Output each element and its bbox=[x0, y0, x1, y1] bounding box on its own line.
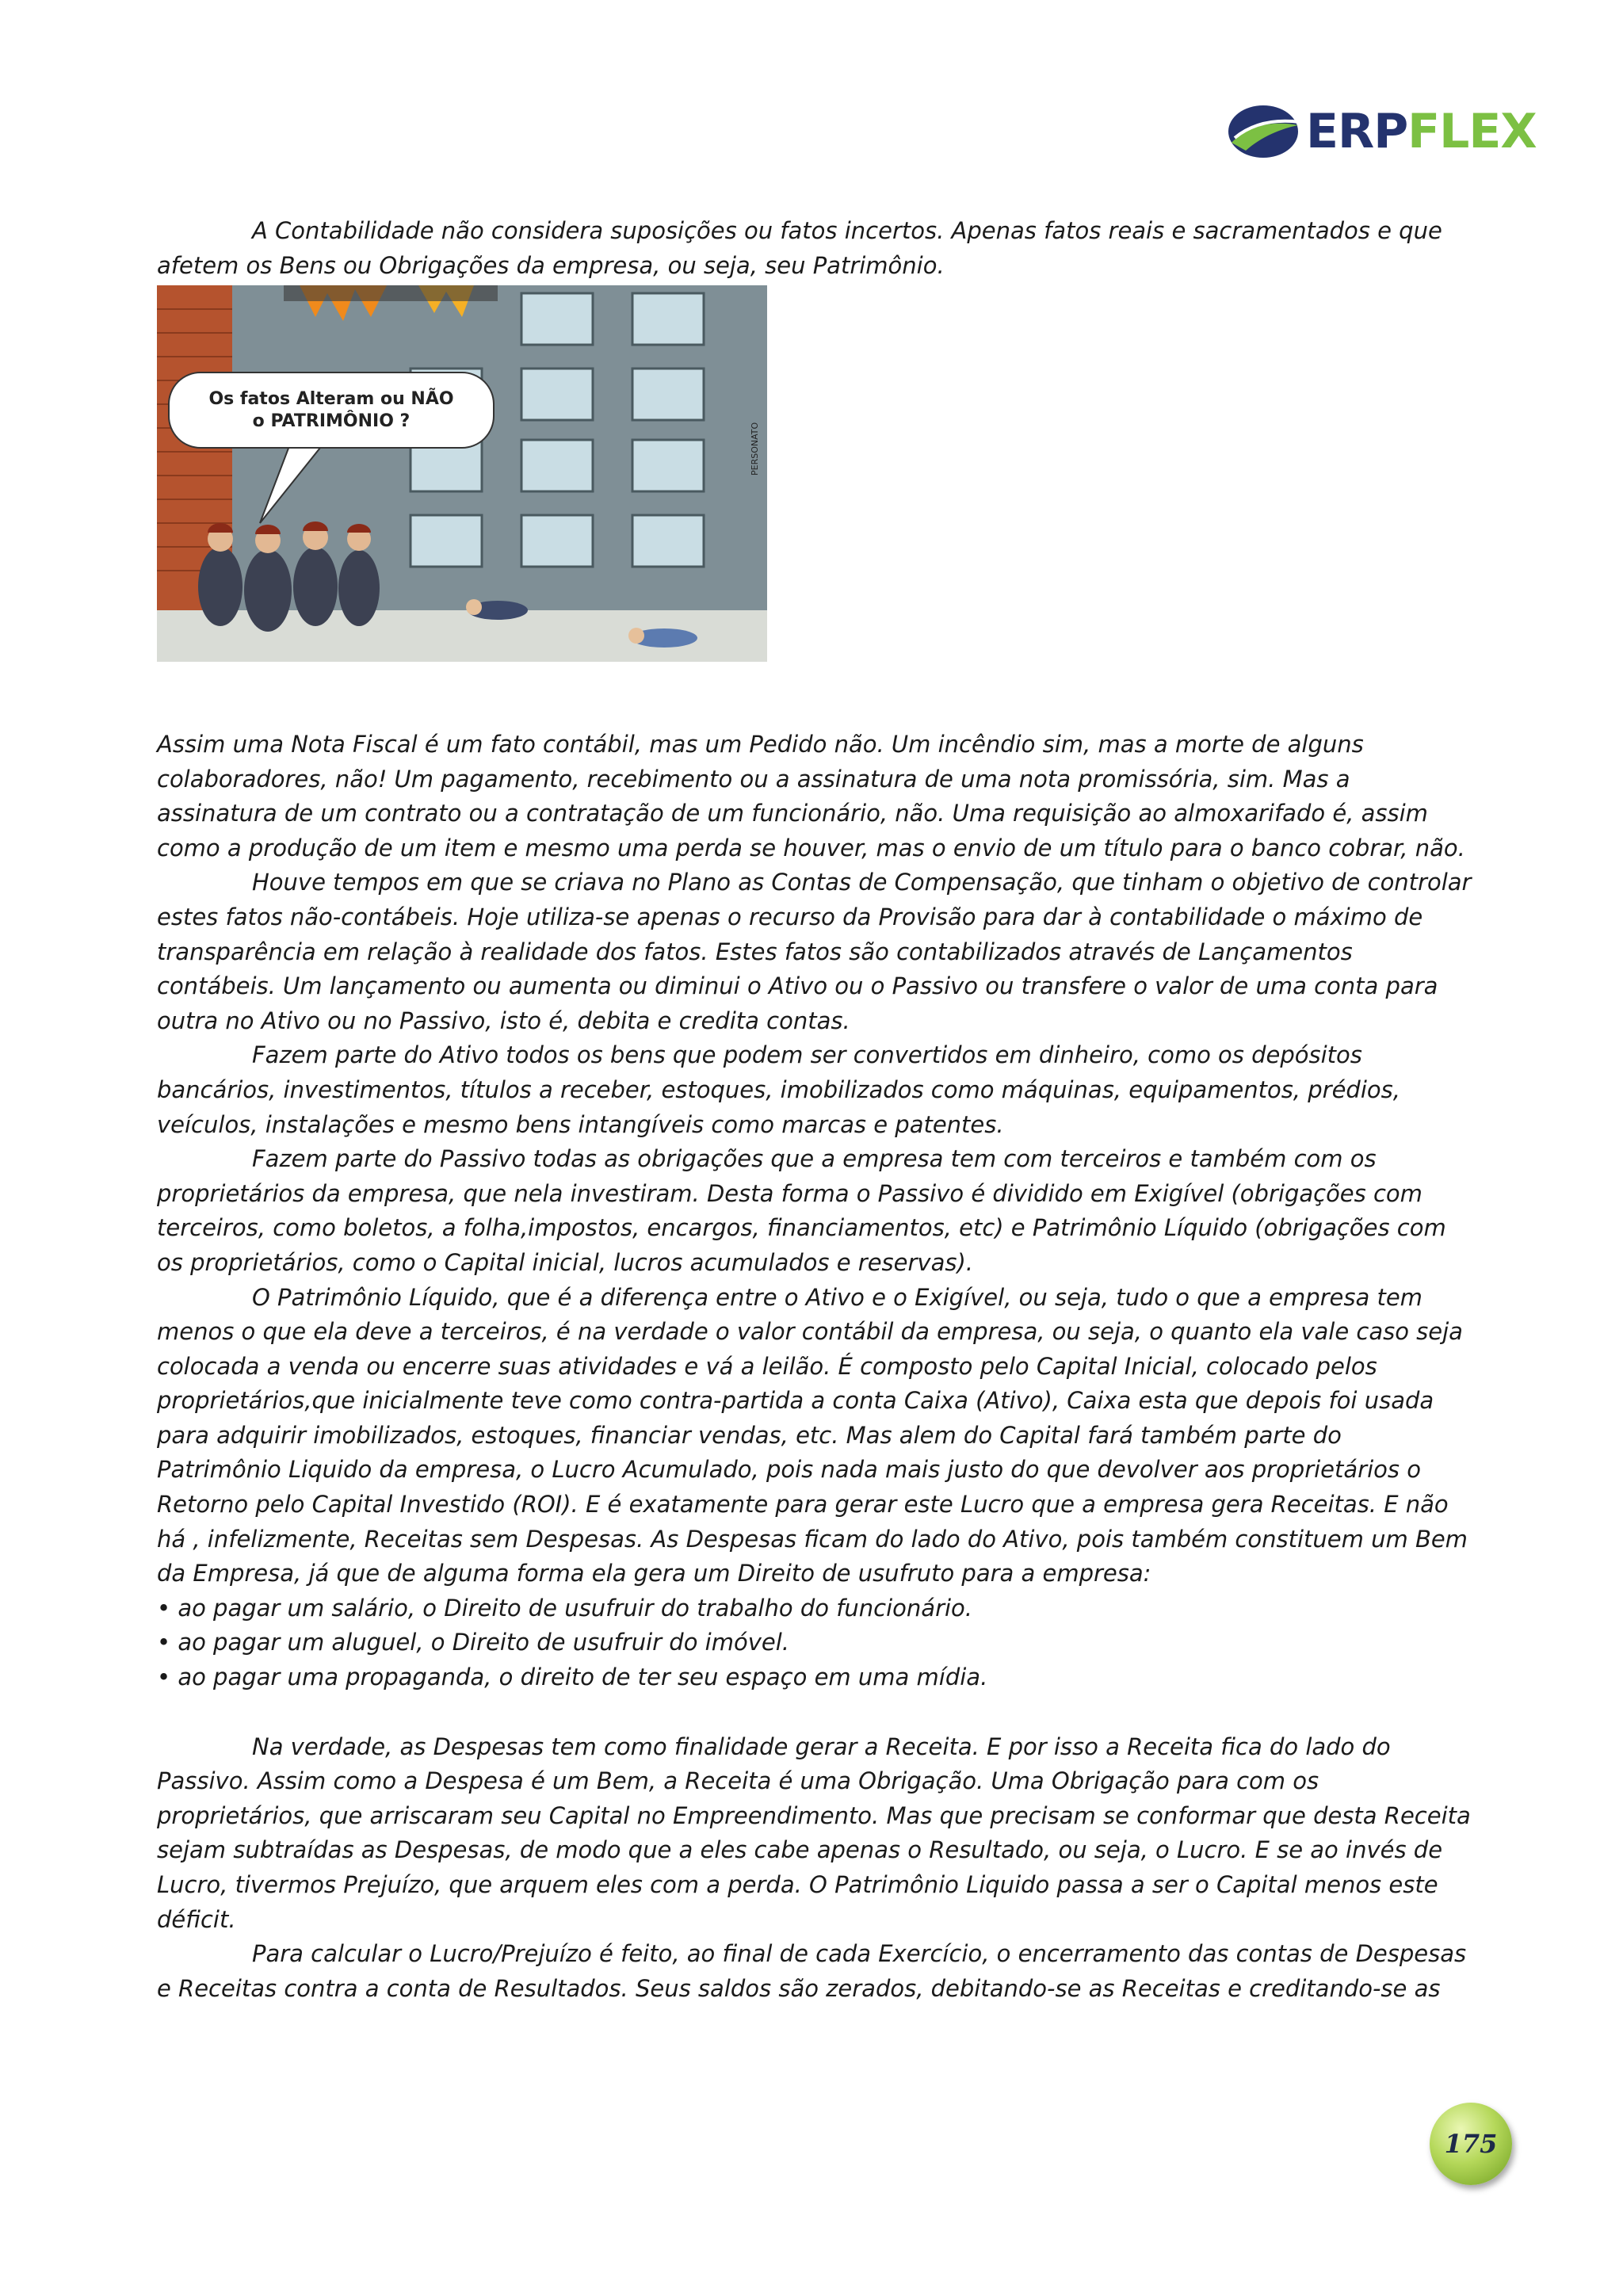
speech-line-2: o PATRIMÔNIO ? bbox=[252, 411, 411, 431]
paragraph-compensacao: Houve tempos em que se criava no Plano as Contas de Compensação, que tinham o objetivo de controlar estes fatos não-contábeis. Hoje utiliza-se apenas o recurso da Provisão para dar à contabilidade o máximo de transparência em relação à realidade dos fatos. Estes fatos são contabilizados através de Lançamentos contábeis. Um lançamento ou aumenta ou diminui o Ativo ou o Passivo ou transfere o valor de uma conta para outra no Ativo ou no Passivo, isto é, debita e credita contas. bbox=[157, 869, 1472, 1034]
cartoon-signature: PERSONATO bbox=[750, 422, 760, 476]
swoosh-logo-icon bbox=[1227, 101, 1303, 162]
logo-erp: ERP bbox=[1306, 104, 1408, 159]
page-number: 175 bbox=[1444, 2129, 1498, 2159]
list-item: • ao pagar um aluguel, o Direito de usufruir do imóvel. bbox=[157, 1626, 1472, 1660]
list-item: • ao pagar uma propaganda, o direito de ter seu espaço em uma mídia. bbox=[157, 1660, 1472, 1695]
paragraph-ativo: Fazem parte do Ativo todos os bens que podem ser convertidos em dinheiro, como os depósitos bancários, investimentos, títulos a receber, estoques, imobilizados como máquinas, equipamentos, prédios, veículos, instalações e mesmo bens intangíveis como marcas e patentes. bbox=[157, 1041, 1400, 1138]
speech-line-1: Os fatos Alteram ou NÃO bbox=[208, 389, 454, 409]
usufruto-list bbox=[157, 1591, 1472, 1695]
main-body bbox=[157, 728, 1472, 2006]
paragraph-passivo: Fazem parte do Passivo todas as obrigações que a empresa tem com terceiros e também com os proprietários da empresa, que nela investiram. Desta forma o Passivo é dividido em Exigível (obrigações com terceiros, como boletos, a folha,impostos, encargos, financiamentos, etc) e Patrimônio Líquido (obrigações com os proprietários, como o Capital inicial, lucros acumulados e reservas). bbox=[157, 1145, 1446, 1276]
cartoon-illustration bbox=[157, 285, 767, 662]
paragraph-fatos: Assim uma Nota Fiscal é um fato contábil, mas um Pedido não. Um incêndio sim, mas a morte de alguns colaboradores, não! Um pagamento, recebimento ou a assinatura de uma nota promissória, sim. Mas a assinatura de um contrato ou a contratação de um funcionário, não. Uma requisição ao almoxarifado é, assim como a produção de um item e mesmo uma perda se houver, mas o envio de um título para o banco cobrar, não. bbox=[157, 731, 1465, 861]
paragraph-patrimonio-liquido: O Patrimônio Líquido, que é a diferença entre o Ativo e o Exigível, ou seja, tudo o que a empresa tem menos o que ela deve a terceiros, é na verdade o valor contábil da empresa, ou seja, o quanto ela vale caso seja colocada a venda ou encerre suas atividades e vá a leilão. É composto pelo Capital Inicial, colocado pelos proprietários,que inicialmente teve como contra-partida a conta Caixa (Ativo), Caixa esta que depois foi usada para adquirir imobilizados, estoques, financiar vendas, etc. Mas alem do Capital fará também parte do Patrimônio Liquido da empresa, o Lucro Acumulado, pois nada mais justo do que devolver aos proprietários o Retorno pelo Capital Investido (ROI). E é exatamente para gerar este Lucro que a empresa gera Receitas. E não há , infelizmente, Receitas sem Despesas. As Despesas ficam do lado do Ativo, pois também constituem um Bem da Empresa, já que de alguma forma ela gera um Direito de usufruto para a empresa: bbox=[157, 1283, 1468, 1587]
logo-flex: FLEX bbox=[1407, 104, 1537, 159]
list-item: • ao pagar um salário, o Direito de usufruir do trabalho do funcionário. bbox=[157, 1591, 1472, 1626]
page-number-badge bbox=[1430, 2103, 1512, 2185]
intro-paragraph: A Contabilidade não considera suposições ou fatos incertos. Apenas fatos reais e sacramentados e que afetem os Bens ou Obrigações da empresa, ou seja, seu Patrimônio. bbox=[157, 217, 1442, 279]
logo-wordmark bbox=[1306, 103, 1537, 160]
paragraph-despesas-receita: Na verdade, as Despesas tem como finalidade gerar a Receita. E por isso a Receita fica do lado do Passivo. Assim como a Despesa é um Bem, a Receita é uma Obrigação. Uma Obrigação para com os proprietários, que arriscaram seu Capital no Empreendimento. Mas que precisam se conformar que desta Receita sejam subtraídas as Despesas, de modo que a eles cabe apenas o Resultado, ou seja, o Lucro. E se ao invés de Lucro, tivermos Prejuízo, que arquem eles com a perda. O Patrimônio Liquido passa a ser o Capital menos este déficit. bbox=[157, 1733, 1471, 1933]
erpflex-logo bbox=[1227, 101, 1537, 165]
intro-block bbox=[157, 214, 1472, 283]
paragraph-lucro-prejuizo: Para calcular o Lucro/Prejuízo é feito, ao final de cada Exercício, o encerramento das contas de Despesas e Receitas contra a conta de Resultados. Seus saldos são zerados, debitando-se as Receitas e creditando-se as bbox=[157, 1940, 1467, 2002]
spacer bbox=[157, 1695, 1472, 1730]
